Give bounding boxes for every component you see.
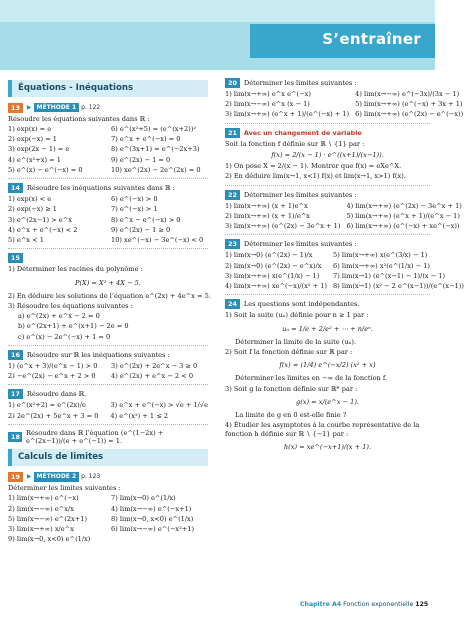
list-item: 4) e^(x²) + 1 ≤ 2: [110, 411, 169, 420]
list-item: 1) e^(x²+2) = e^(2x)/e: [8, 401, 86, 410]
exercise-statement: Déterminer les limites suivantes :: [8, 484, 121, 493]
list-item: b) e^(2x+1) + e^(x+1) − 2e = 0: [18, 322, 129, 331]
list-item: 7) e^x + e^(−x) = 0: [111, 135, 181, 144]
exercise-items: [225, 251, 464, 291]
list-item: 2) lim(x→+∞) (x + 1)/e^x: [225, 211, 310, 220]
exercise-items: [225, 311, 430, 454]
list-item: 9) e^(2x) − 1 ≥ 0: [111, 225, 171, 234]
right-column: [225, 78, 464, 458]
divider: [8, 345, 208, 346]
exercise-17: [8, 389, 208, 419]
exercise-items: [8, 265, 211, 341]
list-item: 2) lim(x→−∞) e^x (x − 1): [225, 100, 310, 109]
exercise-items: [8, 494, 208, 543]
formula: P(X) = X² + 4X − 5.: [75, 278, 141, 287]
list-item: 7) e^(−x) > 1: [111, 205, 158, 214]
list-item: 1) Déterminer les racines du polynôme :: [8, 265, 143, 274]
list-item: 3) e^(2x) + 2e^x − 3 ≥ 0: [111, 361, 198, 370]
list-item: 6) lim(x→−∞) e^(−x²+1): [111, 525, 195, 534]
methode-link[interactable]: [27, 472, 100, 482]
list-item: c) e^(x) − 2e^(−x) + 1 = 0: [18, 332, 111, 341]
list-item: 3) exp(2x − 1) = e: [8, 145, 70, 154]
list-item: 4) lim(x→+∞) xe^(−x)/(x² + 1): [225, 282, 328, 291]
list-item: 2) exp(−x) = 1: [8, 135, 58, 144]
list-item: 6) e^(−x) > 0: [111, 195, 158, 204]
exercise-statement: Soit la fonction f définie sur ℝ ∖ {1} par :: [225, 139, 365, 148]
list-item: 5) e^(x) − e^(−x) = 0: [8, 165, 83, 174]
exercise-number: 21: [225, 128, 240, 138]
list-item: 5) e^x < 1: [8, 236, 44, 245]
header-stripe: [0, 0, 435, 22]
exercise-items: [225, 90, 464, 119]
list-item: 2) lim(x→−∞) e^x/x: [8, 504, 74, 513]
section-equations-title: Équations - Inéquations: [8, 80, 208, 97]
list-item: 2) Soit f la fonction définie sur ℝ par :: [225, 347, 353, 356]
exercise-items: [8, 362, 208, 380]
list-item: 4) Étudier les asymptotes à la courbe représentative de la fonction h définie sur ℝ ∖ {−1} par :: [225, 421, 420, 438]
list-item: 9) e^(2x) − 1 = 0: [111, 155, 171, 164]
exercise-22: [225, 190, 462, 231]
list-item: 4) e^(2x) + e^x − 2 < 0: [111, 372, 194, 381]
methode-badge: MÉTHODE 2: [34, 472, 80, 482]
exercise-statement: Déterminer les limites suivantes :: [243, 240, 357, 249]
list-item: 2) En déduire les solutions de l’équation e^(2x) + 4e^x = 5.: [8, 291, 211, 300]
exercise-number: 13: [8, 103, 23, 113]
exercise-items: [225, 162, 430, 180]
list-item: 3) Résoudre les équations suivantes :: [8, 302, 133, 311]
triangle-icon: ▶: [26, 473, 32, 481]
exercise-number: 23: [225, 239, 240, 249]
list-item: 1) Soit la suite (uₙ) définie pour n ≥ 1 par :: [225, 311, 369, 320]
exercise-13: [8, 103, 208, 174]
page-number: 125: [415, 601, 429, 608]
header-tab: [250, 24, 435, 58]
list-item: 8) e^x − e^(−x) > 0: [111, 215, 181, 224]
divider: [225, 123, 430, 124]
exercise-number: 24: [225, 299, 240, 309]
list-item: 4) lim(x→+∞) (e^(2x) − 3e^x + 1): [346, 201, 462, 210]
list-item: 1) exp(x) = e: [8, 124, 52, 133]
exercise-title: Avec un changement de variable: [243, 128, 362, 137]
exercise-statement: Déterminer les limites suivantes :: [243, 190, 357, 199]
list-item: 2) −e^(2x) − e^x + 2 > 0: [8, 372, 96, 381]
list-item: 3) lim(x→+∞) x(e^(1/x) − 1): [225, 271, 320, 280]
list-item: 6) e^(x²+5) = (e^(x+2))²: [111, 124, 197, 133]
exercise-21: [225, 128, 430, 181]
list-item: 5) lim(x→+∞) (e^x + 1)/(e^x − 1): [346, 211, 460, 220]
list-item: 6) lim(x→+∞) x²(e^(1/x) − 1): [333, 261, 430, 270]
exercise-number: 16: [8, 350, 23, 360]
exercise-number: 18: [8, 432, 22, 442]
list-item: 9) lim(x→0, x<0) e^(1/x): [8, 535, 91, 544]
exercise-statement: Résoudre les équations suivantes dans ℝ :: [8, 114, 150, 123]
exercise-statement: Résoudre les inéquations suivantes dans ℝ :: [26, 184, 175, 193]
list-item: 4) e^(x²+x) = 1: [8, 155, 61, 164]
methode-link[interactable]: [27, 103, 100, 113]
header-banner: [0, 0, 435, 70]
divider: [8, 424, 208, 425]
formula: h(x) = xe^(−x+1)/(x + 1).: [283, 442, 372, 451]
divider: [8, 384, 208, 385]
list-item: 8) lim(x→0, x<0) e^(1/x): [111, 514, 194, 523]
exercise-items: [8, 125, 208, 174]
exercise-items: [8, 401, 208, 419]
list-item: 4) e^x + e^(−x) < 2: [8, 225, 78, 234]
list-item: 3) lim(x→+∞) x/e^x: [8, 525, 74, 534]
formula: f(x) = 2/(x − 1) · e^((x+1)/(x−1)).: [271, 150, 384, 159]
list-item: 3) lim(x→+∞) (e^(2x) − 3e^x + 1): [225, 222, 341, 231]
triangle-icon: ▶: [26, 103, 32, 111]
methode-page: p. 123: [81, 473, 101, 481]
list-item: 1) lim(x→+∞) e^(−x): [8, 494, 79, 503]
exercise-number: 14: [8, 183, 23, 193]
divider: [225, 294, 430, 295]
formula: g(x) = x/(e^x − 1).: [295, 397, 360, 406]
list-item: 1) lim(x→+∞) (x + 1)e^x: [225, 201, 308, 210]
list-item: 1) On pose X = 2/(x − 1). Montrer que f(x) = eXe^X.: [225, 162, 402, 171]
list-item: 3) e^x + e^(−x) > √e + 1/√e: [110, 401, 208, 410]
list-item: 1) exp(x) < e: [8, 195, 52, 204]
footer-chapter: Chapitre A4: [300, 601, 342, 608]
exercise-statement: Les questions sont indépendantes.: [243, 300, 360, 309]
exercise-19: [8, 472, 208, 543]
list-item: La limite de g en 0 est-elle finie ?: [235, 411, 347, 420]
list-item: 7) lim(x→1) (e^(x−1) − 1)/(x − 1): [333, 271, 446, 280]
list-item: Déterminer la limite de la suite (uₙ).: [235, 337, 357, 346]
list-item: 8) lim(x→1) (x² − 2 e^(x−1))/(e^(x−1)): [333, 282, 464, 291]
list-item: 4) lim(x→−∞) e^(−3x)/(3x − 1): [355, 90, 460, 98]
page-title: S’entraîner: [322, 30, 421, 48]
list-item: 10) xe^(2x) − 2e^(2x) = 0: [111, 165, 201, 174]
exercise-16: [8, 350, 208, 380]
list-item: 3) lim(x→+∞) (e^x + 1)/(e^(−x) + 1): [225, 110, 350, 119]
formula: f(x) = (1/4) e^(−x/2) (x² + x): [279, 361, 376, 370]
formula: uₙ = 1/e + 2/e² + ⋯ + n/eⁿ.: [282, 324, 373, 333]
exercise-24: [225, 299, 430, 454]
exercise-number: 15: [8, 253, 23, 263]
list-item: 5) lim(x→−∞) e^(2x+1): [8, 514, 88, 523]
list-item: 5) lim(x→+∞) (e^(−x) + 3x + 1): [355, 100, 463, 109]
page-footer: [300, 601, 428, 609]
list-item: 3) Soit g la fonction définie sur ℝ* par :: [225, 384, 358, 393]
list-item: 1) lim(x→+∞) e^x e^(−x): [225, 90, 311, 98]
methode-page: p. 122: [81, 103, 101, 111]
list-item: 6) lim(x→+∞) (e^(2x) − e^(−x)): [355, 110, 464, 119]
left-column: [8, 78, 211, 548]
exercise-statement: Résoudre sur ℝ les inéquations suivantes :: [26, 350, 170, 359]
exercise-23: [225, 239, 464, 291]
list-item: 3) e^(2x−1) > e^x: [8, 215, 72, 224]
exercise-15: [8, 253, 211, 341]
exercise-18: [8, 429, 208, 445]
list-item: 10) xe^(−x) − 3e^(−x) < 0: [111, 236, 204, 245]
list-item: 5) lim(x→+∞) x(e^(3/x) − 1): [333, 251, 428, 260]
exercise-20: [225, 78, 464, 119]
exercise-items: [225, 201, 462, 231]
list-item: 2) En déduire lim(x→1, x<1) f(x) et lim(x→1, x>1) f(x).: [225, 172, 406, 181]
list-item: Déterminer les limites en −∞ de la fonction f.: [235, 374, 388, 383]
divider: [8, 248, 208, 249]
divider: [225, 234, 430, 235]
footer-title: Fonction exponentielle: [343, 601, 414, 608]
exercise-items: [8, 195, 208, 244]
list-item: 1) lim(x→0) (e^(2x) − 1)/x: [225, 251, 313, 260]
methode-badge: MÉTHODE 1: [34, 103, 80, 113]
list-item: 4) lim(x→−∞) e^(−x+1): [111, 504, 192, 513]
divider: [225, 185, 430, 186]
list-item: 2) 2e^(2x) + 5e^x + 3 = 0: [8, 411, 99, 420]
list-item: 6) lim(x→+∞) (e^(−x) + xe^(−x)): [346, 222, 460, 231]
exercise-14: [8, 183, 208, 244]
exercise-number: 22: [225, 190, 240, 200]
list-item: 2) exp(−x) ≥ 1: [8, 205, 58, 214]
list-item: 8) e^(3x+1) = e^(−2x+3): [111, 145, 200, 154]
exercise-number: 20: [225, 78, 240, 88]
section-limites-title: Calculs de limites: [8, 449, 208, 466]
exercise-statement: Déterminer les limites suivantes :: [243, 78, 357, 87]
list-item: a) e^(2x) + e^x − 2 = 0: [18, 312, 100, 321]
exercise-number: 17: [8, 389, 23, 399]
exercise-number: 19: [8, 472, 23, 482]
exercise-statement: Résoudre dans ℝ.: [26, 390, 87, 399]
list-item: 7) lim(x→0) e^(1/x): [111, 494, 176, 503]
divider: [8, 178, 208, 179]
list-item: 2) lim(x→0) (e^(2x) − e^x)/x: [225, 261, 322, 270]
exercise-statement: Résoudre dans ℝ l’équation (e^(1−2x) + e^(2x−1))/(e + e^(−1)) = 1.: [26, 428, 164, 446]
list-item: 1) (e^x + 3)/(e^x − 1) > 0: [8, 361, 98, 370]
